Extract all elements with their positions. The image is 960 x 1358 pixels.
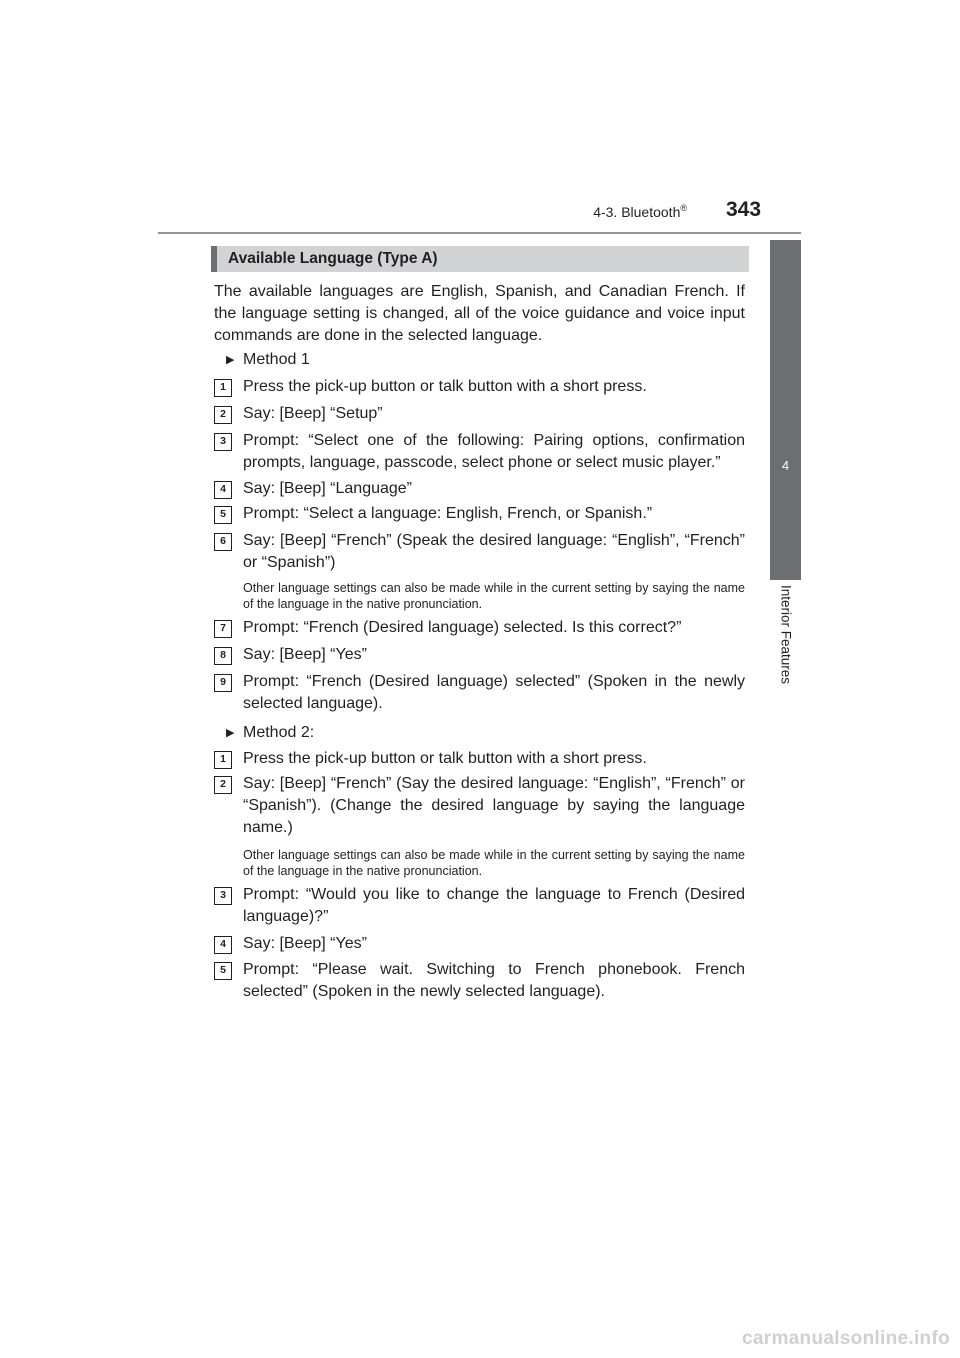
method-2-title: Method 2: (243, 724, 315, 741)
step-badge: 7 (214, 620, 232, 638)
step-badge: 1 (214, 751, 232, 769)
method-2-heading (226, 722, 314, 744)
chapter-side-tab (770, 240, 801, 580)
method-1-title: Method 1 (243, 351, 310, 368)
step-text: Say: [Beep] “French” (Say the desired language: “English”, “French” or “Spanish”). (Change the desired language by saying the language name.) (243, 775, 745, 836)
step-badge: 3 (214, 887, 232, 905)
step-badge: 9 (214, 674, 232, 692)
note-text: Other language settings can also be made while in the current setting by saying the name of the language in the native pronunciation. (243, 581, 745, 611)
step-text: Prompt: “Please wait. Switching to French phonebook. French selected” (Spoken in the newly selected language). (243, 961, 745, 1000)
step-text: Prompt: “Would you like to change the language to French (Desired language)?” (243, 886, 745, 925)
step-badge: 8 (214, 647, 232, 665)
section-heading-text: Available Language (Type A) (228, 250, 438, 267)
step-badge: 4 (214, 936, 232, 954)
page-number: 343 (726, 198, 762, 221)
step-text: Press the pick-up button or talk button with a short press. (243, 750, 647, 767)
chapter-side-label: Interior Features (778, 585, 794, 685)
step-badge: 6 (214, 533, 232, 551)
step-badge: 1 (214, 379, 232, 397)
step-text: Say: [Beep] “Language” (243, 480, 413, 497)
step-text: Press the pick-up button or talk button with a short press. (243, 378, 647, 395)
step-badge: 3 (214, 433, 232, 451)
header-divider (158, 232, 801, 234)
triangle-bullet-icon: ▶ (226, 354, 235, 366)
step-text: Prompt: “Select one of the following: Pairing options, confirmation prompts, language, passcode, select phone or select music player.” (243, 432, 745, 471)
chapter-tab-number: 4 (781, 458, 790, 473)
chapter-title-text: 4-3. Bluetooth (593, 204, 681, 220)
step-badge: 2 (214, 776, 232, 794)
step-badge: 5 (214, 506, 232, 524)
step-text: Say: [Beep] “Setup” (243, 405, 383, 422)
intro-paragraph: The available languages are English, Spanish, and Canadian French. If the language setting is changed, all of the voice guidance and voice input commands are done in the selected language. (214, 283, 745, 344)
method-1-heading (226, 349, 310, 371)
section-heading (211, 246, 749, 272)
chapter-title (593, 203, 687, 220)
step-text: Prompt: “Select a language: English, French, or Spanish.” (243, 505, 653, 522)
registered-mark: ® (680, 203, 687, 213)
step-text: Prompt: “French (Desired language) selected” (Spoken in the newly selected language). (243, 673, 745, 712)
step-text: Say: [Beep] “Yes” (243, 646, 367, 663)
triangle-bullet-icon: ▶ (226, 727, 235, 739)
step-text: Prompt: “French (Desired language) selected. Is this correct?” (243, 619, 682, 636)
step-badge: 4 (214, 481, 232, 499)
step-text: Say: [Beep] “Yes” (243, 935, 367, 952)
step-text: Say: [Beep] “French” (Speak the desired language: “English”, “French” or “Spanish”) (243, 532, 745, 571)
note-text: Other language settings can also be made while in the current setting by saying the name of the language in the native pronunciation. (243, 848, 745, 878)
step-badge: 2 (214, 406, 232, 424)
site-watermark: carmanualsonline.info (742, 1328, 950, 1349)
step-badge: 5 (214, 962, 232, 980)
